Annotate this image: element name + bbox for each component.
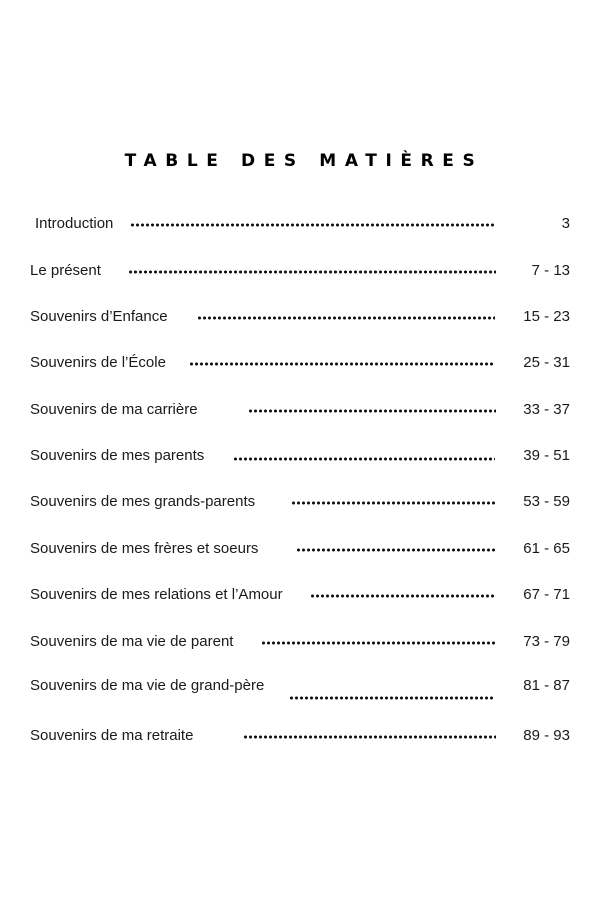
- toc-entry-pages: 7 - 13: [531, 262, 570, 279]
- toc-entry-pages: 81 - 87: [523, 677, 570, 694]
- toc-entry-relations-amour[interactable]: [0, 583, 600, 607]
- toc-entry-label: Souvenirs d’Enfance: [30, 308, 168, 325]
- dot-leader: [261, 641, 496, 645]
- toc-entry-label: Souvenirs de ma vie de parent: [30, 633, 234, 650]
- toc-entry-pages: 25 - 31: [523, 354, 570, 371]
- toc-entry-pages: 39 - 51: [523, 447, 570, 464]
- toc-entry-retraite[interactable]: [0, 724, 600, 748]
- toc-entry-le-present[interactable]: [0, 259, 600, 283]
- toc-entry-grands-parents[interactable]: [0, 490, 600, 514]
- toc-entry-label: Souvenirs de l’École: [30, 354, 166, 371]
- toc-entry-ecole[interactable]: [0, 351, 600, 375]
- dot-leader: [243, 735, 496, 739]
- toc-entry-parents[interactable]: [0, 444, 600, 468]
- toc-entry-grand-pere[interactable]: [0, 674, 600, 698]
- toc-entry-label: Souvenirs de mes grands-parents: [30, 493, 256, 510]
- dot-leader: [310, 594, 496, 598]
- dot-leader: [248, 409, 496, 413]
- toc-entry-label: Souvenirs de ma vie de grand-père: [30, 677, 265, 694]
- toc-entry-label: Souvenirs de mes frères et soeurs: [30, 540, 259, 557]
- dot-leader: [197, 316, 495, 320]
- toc-entry-pages: 67 - 71: [523, 586, 570, 603]
- toc-entry-vie-parent[interactable]: [0, 630, 600, 654]
- dot-leader: [296, 548, 496, 552]
- toc-entry-label: Introduction: [35, 215, 114, 232]
- toc-entry-pages: 61 - 65: [523, 540, 570, 557]
- toc-entry-label: Souvenirs de ma carrière: [30, 401, 198, 418]
- toc-entry-label: Souvenirs de mes relations et l’Amour: [30, 586, 283, 603]
- dot-leader: [189, 362, 494, 366]
- toc-entry-introduction[interactable]: [0, 212, 600, 236]
- toc-entry-label: Souvenirs de ma retraite: [30, 727, 194, 744]
- toc-entry-label: Souvenirs de mes parents: [30, 447, 205, 464]
- toc-entry-pages: 33 - 37: [523, 401, 570, 418]
- toc-entry-pages: 15 - 23: [523, 308, 570, 325]
- toc-entry-pages: 3: [561, 215, 570, 232]
- dot-leader: [291, 501, 496, 505]
- toc-entry-freres-soeurs[interactable]: [0, 537, 600, 561]
- dot-leader: [289, 696, 493, 700]
- toc-entry-carriere[interactable]: [0, 398, 600, 422]
- dot-leader: [128, 270, 496, 274]
- toc-entry-label: Le présent: [30, 262, 101, 279]
- dot-leader: [130, 223, 496, 227]
- dot-leader: [233, 457, 495, 461]
- toc-entry-pages: 73 - 79: [523, 633, 570, 650]
- toc-entry-pages: 89 - 93: [523, 727, 570, 744]
- toc-entry-enfance[interactable]: [0, 305, 600, 329]
- page-title: TABLE DES MATIÈRES: [124, 151, 484, 171]
- toc-entry-pages: 53 - 59: [523, 493, 570, 510]
